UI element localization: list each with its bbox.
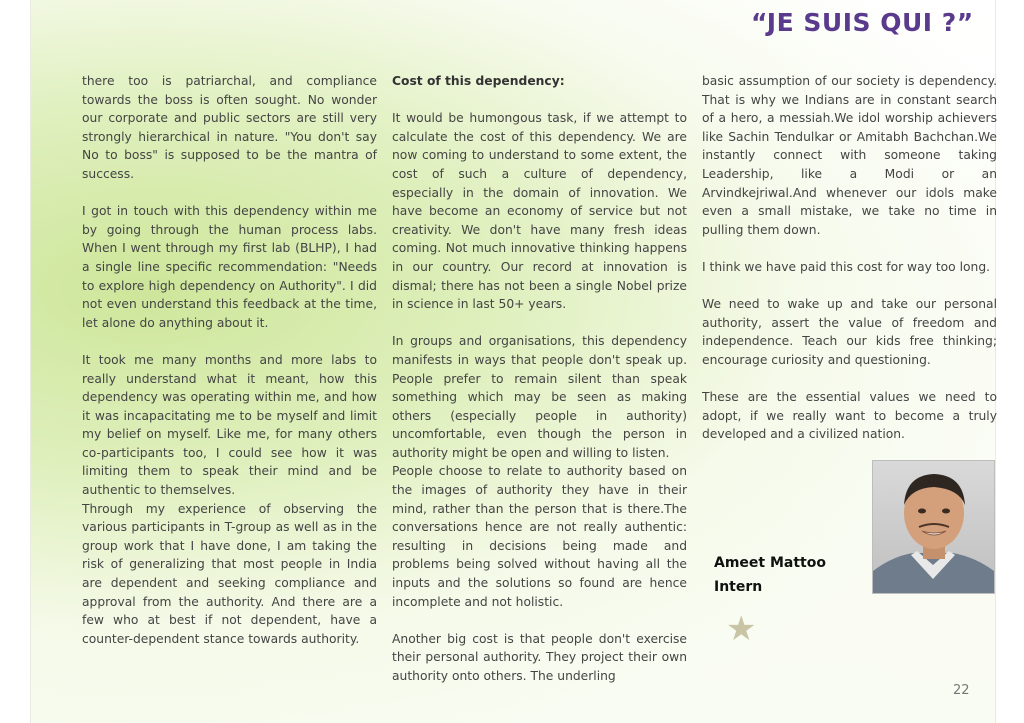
author-credit	[714, 551, 826, 599]
author-role: Intern	[714, 579, 763, 595]
paragraph: there too is patriarchal, and compliance towards the boss is often sought. No wonder our corporate and public sectors are still very strongly hierarchical in nature. "You don't say No to boss" is supposed to be the mantra of success.	[82, 74, 377, 181]
paragraph: I think we have paid this cost for way too long.	[702, 259, 991, 274]
magazine-page	[30, 0, 996, 723]
page-title: “JE SUIS QUI ?”	[751, 8, 974, 37]
section-heading: Cost of this dependency:	[392, 74, 565, 88]
paragraph: People choose to relate to authority based on the images of authority they have in their mind, rather than the person that is there.The conversations hence are not really authentic: resulting in decisions being made and problems being solved without having all the inputs and the solutions so found are hence incomplete and not holistic.	[392, 464, 687, 609]
paragraph: These are the essential values we need to adopt, if we really want to become a truly developed and a civilized nation.	[702, 390, 997, 442]
paragraph: Another big cost is that people don't exercise their personal authority. They project their own authority onto others. The underling	[392, 631, 687, 683]
article-column-3	[702, 72, 997, 462]
author-photo	[872, 460, 995, 594]
article-column-1	[82, 72, 377, 667]
paragraph: It would be humongous task, if we attempt to calculate the cost of this dependency. We are now coming to understand to some extent, the cost of such a culture of dependency, especially in the domain of innovation. We have become an economy of service but not creativity. We don't have many fresh ideas coming. Not much innovative thinking happens in our country. Our record at innovation is dismal; there has not been a single Nobel prize in science in last 50+ years.	[392, 111, 687, 312]
paragraph: basic assumption of our society is dependency. That is why we Indians are in constant search of a hero, a messiah.We idol worship achievers like Sachin Tendulkar or Amitabh Bachchan.We instantly connect with someone taking Leadership, like a Modi or an Arvindkejriwal.And whenever our idols make even a small mistake, we take no time in pulling them down.	[702, 74, 997, 237]
paragraph: In groups and organisations, this dependency manifests in ways that people don't speak up. People prefer to remain silent than speak something which may be seen as making others (especially people in authority) uncomfortable, even though the person in authority might be open and willing to listen.	[392, 334, 687, 460]
paragraph: We need to wake up and take our personal authority, assert the value of freedom and independence. Teach our kids free thinking; encourage curiosity and questioning.	[702, 297, 997, 367]
page-number: 22	[953, 683, 970, 698]
paragraph: It took me many months and more labs to really understand what it meant, how this dependency was operating within me, and how it was incapacitating me to be myself and limit my belief on myself. Like me, for many others co-participants too, I could see how it was limiting them to speak their mind and be authentic to themselves.	[82, 352, 377, 498]
article-column-2	[392, 72, 687, 704]
star-icon: ★	[726, 609, 757, 649]
author-name: Ameet Mattoo	[714, 555, 826, 571]
author-portrait-image	[873, 461, 994, 593]
paragraph: I got in touch with this dependency within me by going through the human process labs. When I went through my first lab (BLHP), I had a single line specific recommendation: "Needs to explore high dependency on Authority". I did not even understand this feedback at the time, let alone do anything about it.	[82, 204, 377, 330]
paragraph: Through my experience of observing the various participants in T-group as well as in the group work that I have done, I am taking the risk of generalizing that most people in India are dependent and seeking compliance and approval from the authority. And there are a few who at best if not dependent, have a counter-dependent stance towards authority.	[82, 501, 377, 646]
